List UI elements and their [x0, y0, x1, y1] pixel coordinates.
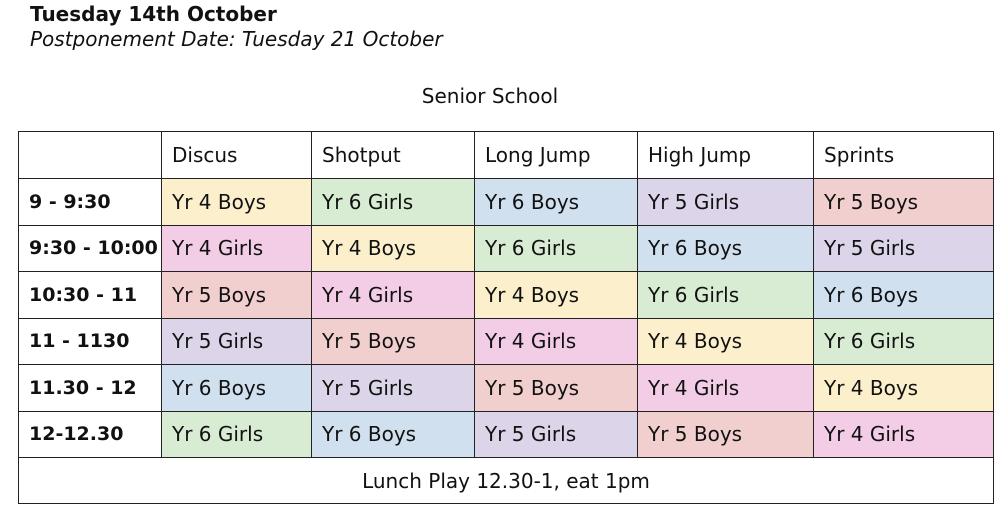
lunch-row: [19, 458, 994, 504]
group-cell: Yr 5 Boys: [162, 272, 312, 319]
event-date: Tuesday 14th October: [30, 2, 277, 26]
table-row: [19, 411, 994, 458]
time-slot-cell: 12-12.30: [19, 411, 162, 458]
group-cell: Yr 5 Boys: [638, 411, 814, 458]
group-cell: Yr 6 Boys: [475, 179, 638, 226]
table-row: [19, 225, 994, 272]
column-header-sprints: Sprints: [814, 132, 994, 179]
header-row: [19, 132, 994, 179]
group-cell: Yr 4 Boys: [814, 365, 994, 412]
group-cell: Yr 6 Boys: [312, 411, 475, 458]
schedule-body: [19, 132, 994, 504]
group-cell: Yr 4 Boys: [312, 225, 475, 272]
group-cell: Yr 4 Girls: [312, 272, 475, 319]
group-cell: Yr 6 Boys: [638, 225, 814, 272]
group-cell: Yr 5 Girls: [312, 365, 475, 412]
group-cell: Yr 6 Girls: [814, 318, 994, 365]
lunch-note: Lunch Play 12.30-1, eat 1pm: [19, 458, 994, 504]
group-cell: Yr 5 Girls: [475, 411, 638, 458]
group-cell: Yr 4 Boys: [638, 318, 814, 365]
table-row: [19, 365, 994, 412]
group-cell: Yr 4 Girls: [814, 411, 994, 458]
column-header-time: [19, 132, 162, 179]
group-cell: Yr 6 Girls: [475, 225, 638, 272]
postponement-date: Postponement Date: Tuesday 21 October: [30, 27, 443, 51]
group-cell: Yr 6 Boys: [814, 272, 994, 319]
column-header-long-jump: Long Jump: [475, 132, 638, 179]
group-cell: Yr 5 Boys: [475, 365, 638, 412]
group-cell: Yr 6 Boys: [162, 365, 312, 412]
column-header-discus: Discus: [162, 132, 312, 179]
time-slot-cell: 9 - 9:30: [19, 179, 162, 226]
group-cell: Yr 4 Boys: [162, 179, 312, 226]
group-cell: Yr 5 Girls: [638, 179, 814, 226]
group-cell: Yr 4 Girls: [475, 318, 638, 365]
group-cell: Yr 4 Boys: [475, 272, 638, 319]
group-cell: Yr 5 Boys: [814, 179, 994, 226]
column-header-shotput: Shotput: [312, 132, 475, 179]
time-slot-cell: 11.30 - 12: [19, 365, 162, 412]
group-cell: Yr 5 Girls: [814, 225, 994, 272]
group-cell: Yr 4 Girls: [162, 225, 312, 272]
group-cell: Yr 5 Girls: [162, 318, 312, 365]
group-cell: Yr 6 Girls: [162, 411, 312, 458]
time-slot-cell: 11 - 1130: [19, 318, 162, 365]
group-cell: Yr 4 Girls: [638, 365, 814, 412]
section-title: Senior School: [421, 84, 559, 108]
group-cell: Yr 6 Girls: [312, 179, 475, 226]
time-slot-cell: 9:30 - 10:00: [19, 225, 162, 272]
table-row: [19, 318, 994, 365]
group-cell: Yr 5 Boys: [312, 318, 475, 365]
table-row: [19, 179, 994, 226]
table-row: [19, 272, 994, 319]
time-slot-cell: 10:30 - 11: [19, 272, 162, 319]
schedule-table: [18, 131, 994, 504]
column-header-high-jump: High Jump: [638, 132, 814, 179]
group-cell: Yr 6 Girls: [638, 272, 814, 319]
